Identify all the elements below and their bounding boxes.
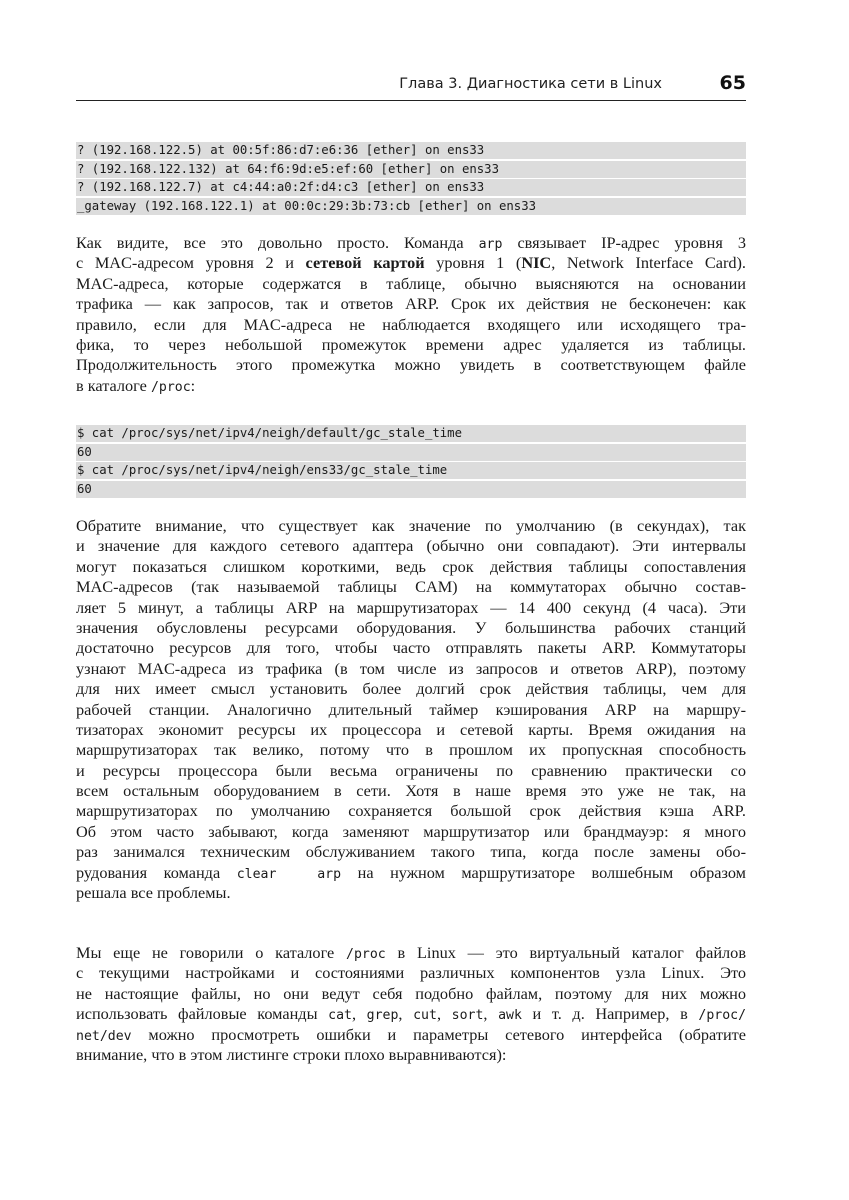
code-line: _gateway (192.168.122.1) at 00:0c:29:3b:73:cb [ether] on ens33: [76, 198, 746, 215]
code-line: ? (192.168.122.132) at 64:f6:9d:e5:ef:60 [ether] on ens33: [76, 161, 746, 178]
chapter-title: Глава 3. Диагностика сети в Linux: [399, 76, 662, 92]
text-line: внимание, что в этом листинге строки плохо выравниваются):: [76, 1044, 507, 1064]
inline-code: awk: [498, 1008, 522, 1024]
text-line: Мы еще не говорили о каталоге /proc в Linux — это виртуальный каталог файлов: [76, 943, 747, 962]
text-line: тизаторах экономит ресурсы их процессора и сетевой карты. Время ожидания на: [76, 719, 746, 739]
text-line: узнают MAC-адреса из трафика (в том числе из запросов и ответов ARP), поэтому: [76, 658, 746, 678]
text-line: с текущими настройками и состояниями различных компонентов узла Linux. Это: [76, 963, 746, 983]
code-line: ? (192.168.122.7) at c4:44:a0:2f:d4:c3 [ether] on ens33: [76, 179, 746, 196]
code-line: $ cat /proc/sys/net/ipv4/neigh/ens33/gc_stale_time: [76, 462, 746, 479]
text-line: рабочей станции. Аналогично длительный таймер кэширования ARP на маршру-: [76, 699, 746, 719]
text-line: раз занимался техническим обслуживанием такого типа, когда после замены обо-: [76, 842, 746, 862]
inline-code: clear arp: [236, 866, 342, 882]
inline-code: cut: [413, 1008, 437, 1024]
text-line: и значение для каждого сетевого адаптера (обычно они совпадают). Эти интервалы: [76, 536, 746, 556]
inline-code: sort: [451, 1008, 484, 1024]
inline-code: grep: [366, 1008, 399, 1024]
text-line: могут показаться слишком короткими, ведь срок действия таблицы сопоставления: [76, 556, 746, 576]
text-line: Как видите, все это довольно просто. Команда arp связывает IP-адрес уровня 3: [76, 233, 746, 252]
inline-code: arp: [478, 237, 503, 252]
text-line: маршрутизаторах по умолчанию сохраняется большой срок действия кэша ARP.: [76, 801, 746, 821]
inline-code: /proc: [346, 947, 386, 962]
code-line: ? (192.168.122.5) at 00:5f:86:d7:e6:36 [ether] on ens33: [76, 142, 746, 159]
page-number: 65: [719, 72, 746, 94]
text-line: рудования команда clear arp на нужном маршрутизаторе волшебным образом: [76, 862, 746, 882]
text-line: значения обусловлены ресурсами оборудования. У большинства рабочих станций: [76, 617, 746, 637]
text-line: трафика — как запросов, так и ответов ARP. Срок их действия не бесконечен: как: [76, 294, 746, 314]
code-block-arp-output: [76, 142, 746, 216]
text-line: достаточно ресурсов для того, чтобы часто отправлять пакеты ARP. Коммутаторы: [76, 638, 746, 658]
inline-code: net/dev: [76, 1028, 132, 1044]
text-line: MAC-адреса, которые содержатся в таблице, обычно выясняются на основании: [76, 273, 746, 293]
text-line: всем остальным оборудованием в сети. Хотя в наше время это уже не так, на: [76, 781, 746, 801]
code-line: $ cat /proc/sys/net/ipv4/neigh/default/gc_stale_time: [76, 425, 746, 442]
text-line: Об этом часто забывают, когда заменяют маршрутизатор или брандмауэр: я много: [76, 821, 746, 841]
text-line: MAC-адресов (так называемой таблицы CAM) на коммутаторах обычно состав-: [76, 577, 746, 597]
text-line: Обратите внимание, что существует как значение по умолчанию (в секундах), так: [76, 516, 746, 535]
text-line: Продолжительность этого промежутка можно увидеть в соответствующем файле: [76, 355, 746, 375]
text-line: использовать файловые команды cat, grep, cut, sort, awk и т. д. Например, в /proc/: [76, 1004, 747, 1024]
paragraph-proc-directory: [76, 943, 746, 1065]
text-line: правило, если для MAC-адреса не наблюдается входящего или исходящего тра-: [76, 314, 746, 334]
paragraph-timeouts: [76, 516, 746, 903]
text-line: маршрутизаторах так велико, потому что в прошлом их пропускная способность: [76, 740, 746, 760]
text-line: решала все проблемы.: [76, 883, 231, 903]
text-line: net/dev можно просмотреть ошибки и параметры сетевого интерфейса (обратите: [76, 1024, 746, 1044]
bold-term: NIC: [521, 253, 552, 273]
running-header: [76, 72, 746, 101]
text-line: с MAC-адресом уровня 2 и сетевой картой уровня 1 (NIC, Network Interface Card).: [76, 253, 746, 273]
code-block-gc-stale-time: [76, 425, 746, 499]
code-line: 60: [76, 444, 746, 461]
inline-code: /proc: [150, 379, 191, 395]
inline-code: /proc/: [698, 1008, 747, 1024]
text-line: ляет 5 минут, а таблицы ARP на маршрутизаторах — 14 400 секунд (4 часа). Эти: [76, 597, 746, 617]
inline-code: cat: [328, 1008, 352, 1024]
text-line: фика, то через небольшой промежуток времени адрес удаляется из таблицы.: [76, 334, 746, 354]
text-line: для них имеет смысл установить более долгий срок действия таблицы, чем для: [76, 679, 746, 699]
text-line: в каталоге /proc:: [76, 375, 196, 395]
bold-term: сетевой картой: [305, 253, 425, 273]
text-line: и ресурсы процессора были весьма ограничены по сравнению практически со: [76, 760, 746, 780]
text-line: не настоящие файлы, но они ведут себя подобно файлам, поэтому для них можно: [76, 983, 746, 1003]
paragraph-arp-explanation: [76, 233, 746, 396]
code-line: 60: [76, 481, 746, 498]
